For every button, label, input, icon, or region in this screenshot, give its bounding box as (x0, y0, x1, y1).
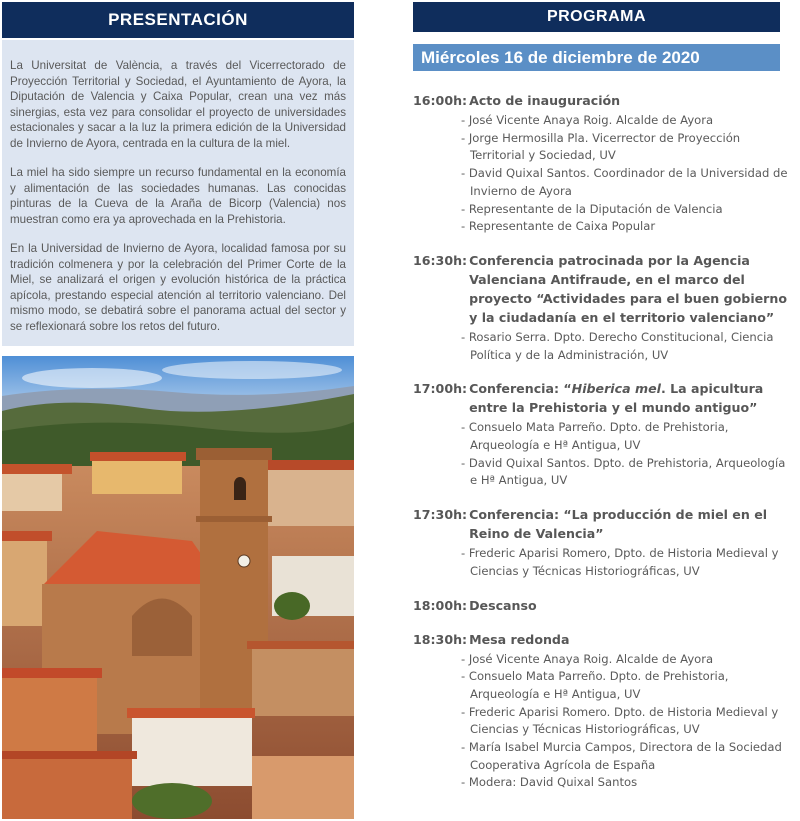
participant-item: - David Quixal Santos. Dpto. de Prehistoria, Arqueología e Hª Antigua, UV (461, 455, 786, 488)
participant-item: - Representante de Caixa Popular (461, 219, 656, 234)
schedule-event (413, 596, 793, 615)
participant-item: - Consuelo Mata Parreño. Dpto. de Prehistoria, Arqueología e Hª Antigua, UV (461, 669, 729, 701)
event-title-prefix: Conferencia: “ (469, 381, 572, 397)
participant-item: - Frederic Aparisi Romero. Dpto. de Historia Medieval y Ciencias y Técnicas Historiográficas, UV (461, 704, 779, 737)
event-title: Conferencia patrocinada por la Agencia Valenciana Antifraude, en el marco del proyecto “Actividades para el buen gobierno y la ciudadanía en el territorio valenciano” (469, 252, 788, 325)
schedule-event (413, 251, 793, 364)
schedule-event (413, 630, 793, 793)
event-time: 18:30h: (413, 631, 468, 647)
event-participants (413, 329, 793, 364)
presentacion-paragraph: La Universitat de València, a través del Vicerrectorado de Proyección Territorial y Sociedad, el Ayuntamiento de Ayora, la Diputación de Valencia y Caixa Popular, crean una vez más sinergias, esta vez para consolidar el proyecto de universidades estacionales y sacar a la luz la primera edición de la Universidad de Invierno de Ayora, centrada en la cultura de la miel. (10, 59, 346, 150)
schedule-event (413, 379, 793, 490)
participant-item: - Rosario Serra. Dpto. Derecho Constitucional, Ciencia Política y de la Administración, UV (461, 329, 774, 362)
event-time: 17:00h: (413, 381, 468, 397)
event-participants (413, 545, 793, 580)
participant-item: - Modera: David Quixal Santos (461, 775, 638, 790)
presentacion-column (2, 2, 354, 346)
event-title (467, 379, 793, 417)
event-title-suffix: . La apicultura entre la Prehistoria y el mundo antiguo” (469, 381, 764, 416)
programa-date-band: Miércoles 16 de diciembre de 2020 (413, 44, 780, 71)
presentacion-paragraph: En la Universidad de Invierno de Ayora, localidad famosa por su tradición colmenera y por la celebración del Primer Corte de la Miel, se analizará el origen y evolución histórica de la práctica apícola, prestando especial atención al territorio valenciano. Del mismo modo, se debatirá sobre el panorama actual del sector y se reflexionará sobre los retos del futuro. (10, 242, 346, 333)
event-participants (413, 651, 793, 793)
event-time: 16:00h: (413, 93, 468, 108)
programa-schedule (413, 91, 793, 807)
presentacion-paragraph: La miel ha sido siempre un recurso fundamental en la economía y alimentación de las sociedades humanas. Las conocidas pinturas de la Cueva de la Araña de Bicorp (Valencia) nos muestran como era ya aprovechada en la Prehistoria. (10, 166, 346, 226)
participant-item: - José Vicente Anaya Roig. Alcalde de Ayora (461, 651, 714, 666)
event-participants (413, 419, 793, 490)
programa-heading: PROGRAMA (413, 2, 780, 32)
participant-item: - David Quixal Santos. Coordinador de la Universidad de Invierno de Ayora (461, 166, 788, 198)
participant-item: - Frederic Aparisi Romero, Dpto. de Historia Medieval y Ciencias y Técnicas Historiográficas, UV (461, 546, 779, 578)
event-time: 18:00h: (413, 597, 468, 613)
event-title-italic: Hiberica mel (571, 381, 661, 397)
event-time: 16:30h: (413, 252, 468, 268)
ayora-town-photo (2, 356, 354, 819)
presentacion-box (2, 40, 354, 346)
programa-column (413, 2, 780, 32)
participant-item: - Jorge Hermosilla Pla. Vicerrector de Proyección Territorial y Sociedad, UV (461, 130, 741, 163)
participant-item: - José Vicente Anaya Roig. Alcalde de Ayora (461, 113, 714, 127)
event-title: Conferencia: “La producción de miel en el Reino de Valencia” (469, 507, 768, 542)
participant-item: - Consuelo Mata Parreño. Dpto. de Prehistoria, Arqueología e Hª Antigua, UV (461, 420, 729, 453)
participant-item: - María Isabel Murcia Campos, Directora de la Sociedad Cooperativa Agrícola de España (461, 740, 782, 772)
event-title: Acto de inauguración (469, 93, 621, 108)
schedule-event (413, 91, 793, 236)
event-title: Mesa redonda (469, 631, 570, 647)
event-title: Descanso (469, 597, 537, 613)
schedule-event (413, 505, 793, 580)
event-time: 17:30h: (413, 507, 468, 523)
event-participants (413, 112, 793, 236)
participant-item: - Representante de la Diputación de Valencia (461, 201, 723, 216)
presentacion-heading: PRESENTACIÓN (2, 2, 354, 38)
